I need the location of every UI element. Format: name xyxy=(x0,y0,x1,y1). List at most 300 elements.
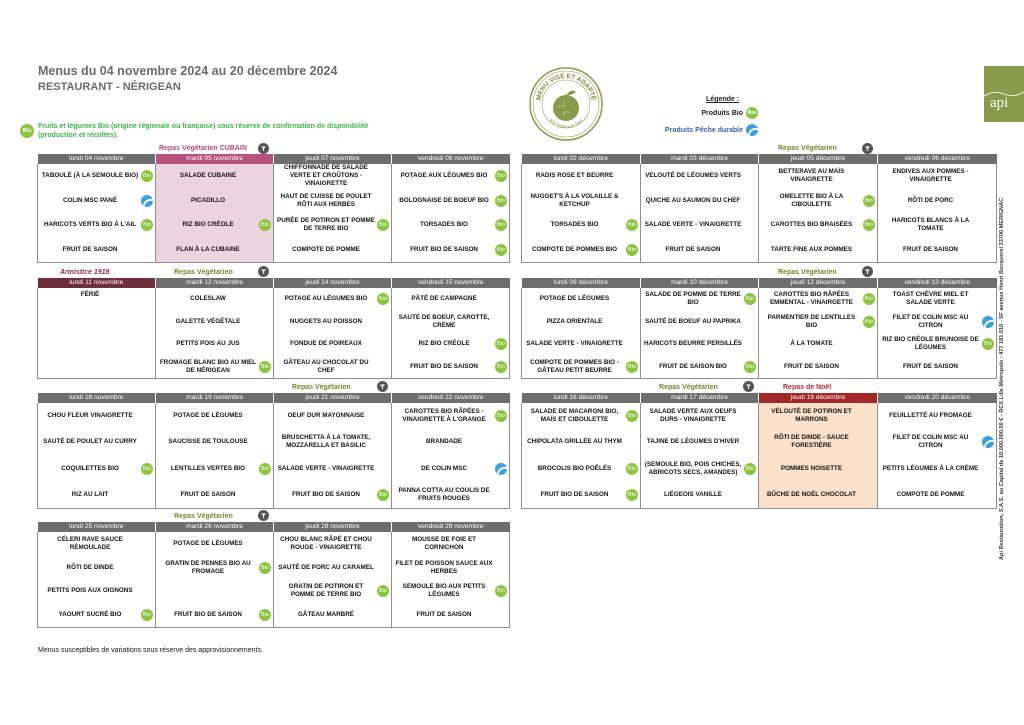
dish-cell xyxy=(156,311,273,334)
menu-cell xyxy=(274,333,392,356)
dish-name: DE COLIN MSC xyxy=(421,464,467,472)
bio-icon: Bio xyxy=(259,562,271,574)
dish-row xyxy=(522,356,997,379)
fish-sustainable-icon xyxy=(982,316,994,328)
dish-name: NUGGET'S À LA VOLAILLE & KETCHUP xyxy=(530,192,619,208)
bio-icon: Bio xyxy=(259,361,271,373)
dish-name: COMPOTE DE POMMES BIO xyxy=(531,245,617,253)
dish-name: GALETTE VÉGÉTALE xyxy=(175,317,241,325)
menu-cell xyxy=(156,164,274,189)
bio-icon: Bio xyxy=(495,219,507,231)
day-header: mardi 05 novembre xyxy=(156,154,274,164)
dish-name: FRUIT DE SAISON xyxy=(903,362,958,370)
menu-cell xyxy=(759,456,878,482)
dish-name: PETITS POIS AU JUS xyxy=(176,340,240,348)
menu-cell xyxy=(878,164,997,189)
dish-name: RADIS ROSE ET BEURRE xyxy=(535,172,614,180)
dish-cell xyxy=(156,429,273,455)
dish-cell xyxy=(522,403,640,429)
dish-name: ENDIVES AUX POMMES - VINAIGRETTE xyxy=(892,168,969,184)
menu-cell xyxy=(156,189,274,214)
dish-cell xyxy=(38,603,155,627)
menu-cell xyxy=(38,556,156,580)
dish-row xyxy=(38,403,510,429)
menu-cell xyxy=(392,213,510,238)
dish-cell xyxy=(392,403,509,429)
dish-name: HARICOTS BLANCS À LA TOMATE xyxy=(891,217,970,233)
day-header: mardi 03 décembre xyxy=(641,154,759,164)
dish-cell xyxy=(156,556,273,580)
day-header: jeudi 12 décembre xyxy=(759,278,878,288)
menu-cell xyxy=(641,238,759,263)
day-header: jeudi 28 novembre xyxy=(274,522,392,532)
menu-cell xyxy=(759,403,878,429)
dish-name: GÂTEAU AU CHOCOLAT DU CHEF xyxy=(283,358,369,374)
dish-name: SALADE CUBAINE xyxy=(179,172,237,180)
day-header: mardi 12 novembre xyxy=(156,278,274,288)
page-title: Menus du 04 novembre 2024 au 20 décembre 2024 xyxy=(38,64,338,78)
menu-cell xyxy=(641,403,759,429)
dish-cell xyxy=(274,164,391,189)
dish-cell xyxy=(38,288,155,299)
dish-name: RIZ BIO CRÉOLE xyxy=(418,340,470,348)
dish-row xyxy=(522,456,997,482)
dish-name: COMPOTE DE POMME xyxy=(896,490,965,498)
menu-cell xyxy=(156,311,274,334)
dish-cell xyxy=(878,403,996,429)
menu-cell xyxy=(759,213,878,238)
menu-cell xyxy=(274,603,392,627)
menu-cell xyxy=(641,482,759,509)
menu-table xyxy=(521,278,997,379)
dish-name: HARICOTS VERTS BIO À L'AIL xyxy=(43,221,137,229)
dish-cell xyxy=(274,456,391,482)
dish-row xyxy=(522,288,997,311)
dish-cell xyxy=(392,213,509,238)
dish-name: VELOUTÉ DE LÉGUMES VERTS xyxy=(645,172,741,180)
dish-row xyxy=(522,164,997,189)
menu-table xyxy=(521,393,997,509)
fish-sustainable-icon xyxy=(495,463,507,475)
dish-cell xyxy=(878,311,996,334)
menu-cell xyxy=(38,164,156,189)
day-header-row xyxy=(522,278,997,288)
menu-cell xyxy=(392,164,510,189)
menu-cell xyxy=(156,333,274,356)
dish-cell xyxy=(38,189,155,214)
dish-name: PANNA COTTA AU COULIS DE FRUITS ROUGES xyxy=(398,486,490,502)
menu-cell xyxy=(38,482,156,509)
bio-icon: Bio xyxy=(141,219,153,231)
dish-cell xyxy=(156,456,273,482)
api-logo xyxy=(984,66,1024,122)
menu-cell xyxy=(156,580,274,604)
menu-table xyxy=(37,393,510,509)
dish-name: FRUIT BIO DE SAISON xyxy=(174,611,242,619)
vegetarian-meal-label: Repas Végétarien xyxy=(778,145,837,152)
dish-cell xyxy=(274,333,391,356)
dish-name: RIZ BIO CRÉOLE xyxy=(182,221,234,229)
dish-cell xyxy=(759,429,877,455)
bio-icon: Bio xyxy=(863,195,875,207)
menu-cell xyxy=(156,532,274,556)
dish-name: FILET DE POISSON SAUCE AUX HERBES xyxy=(395,559,493,575)
bio-icon: Bio xyxy=(259,609,271,621)
menu-cell xyxy=(641,164,759,189)
dish-name: FEUILLETTÉ AU FROMAGE xyxy=(889,412,972,420)
dish-name: PARMENTIER DE LENTILLES BIO xyxy=(767,313,856,329)
dish-cell xyxy=(878,213,996,238)
menu-cell xyxy=(392,603,510,627)
menu-cell xyxy=(392,189,510,214)
bio-icon: Bio xyxy=(626,463,638,475)
day-header: jeudi 14 novembre xyxy=(274,278,392,288)
dish-name: BRUSCHETTA À LA TOMATE, MOZZARELLA ET BASILIC xyxy=(281,434,371,450)
dish-name: SALADE VERTE AUX OEUFS DURS - VINAIGRETTE xyxy=(649,408,737,424)
menu-cell xyxy=(641,189,759,214)
dish-name: HAUT DE CUISSE DE POULET RÔTI AUX HERBES xyxy=(280,192,372,208)
dish-name: POTAGE AU LÉGUMES BIO xyxy=(284,295,368,303)
menu-cell xyxy=(392,356,510,379)
dish-name: SAUTÉ DE POULET AU CURRY xyxy=(43,438,137,446)
menu-cell xyxy=(392,580,510,604)
menu-cell xyxy=(156,429,274,455)
dish-cell xyxy=(38,456,155,482)
menu-cell xyxy=(522,482,641,509)
day-header: lundi 11 novembre xyxy=(38,278,156,288)
menu-cell xyxy=(38,403,156,429)
dish-name: FROMAGE BLANC BIO AU MIEL DE NÉRIGEAN xyxy=(159,358,257,374)
dish-cell xyxy=(641,456,758,482)
day-header: vendredi 20 décembre xyxy=(878,393,997,403)
menu-cell xyxy=(641,456,759,482)
menu-cell xyxy=(878,403,997,429)
dish-cell xyxy=(641,403,758,429)
dish-name: YAOURT SUCRÉ BIO xyxy=(58,611,122,619)
menu-cell xyxy=(392,482,510,509)
dish-name: TOAST CHÈVRE MIEL ET SALADE VERTE xyxy=(892,291,969,307)
dish-cell xyxy=(522,238,640,263)
dish-name: FRUIT DE SAISON xyxy=(903,245,958,253)
dish-row xyxy=(38,213,510,238)
dish-cell xyxy=(274,580,391,604)
dish-cell xyxy=(392,580,509,604)
dish-name: PICADILLO xyxy=(191,196,225,204)
dish-cell xyxy=(274,532,391,556)
dish-cell xyxy=(156,189,273,214)
menu-table xyxy=(37,154,510,263)
dish-name: POTAGE AUX LÉGUMES BIO xyxy=(400,172,488,180)
menu-cell xyxy=(641,429,759,455)
menu-cell xyxy=(392,532,510,556)
dish-cell xyxy=(274,556,391,580)
dish-name: COMPOTE DE POMME xyxy=(292,245,360,253)
dish-cell xyxy=(156,238,273,263)
dish-cell xyxy=(392,456,509,482)
dish-name: CHOU FLEUR VINAIGRETTE xyxy=(47,412,133,420)
day-header: vendredi 22 novembre xyxy=(392,393,510,403)
dish-name: POTAGE DE LÉGUMES xyxy=(539,295,610,303)
dish-cell xyxy=(759,213,877,238)
menu-cell xyxy=(641,288,759,311)
menu-cell xyxy=(522,189,641,214)
dish-name: VÉLOUTÉ DE POTIRON ET MARRONS xyxy=(771,408,852,424)
dish-cell xyxy=(156,580,273,604)
dish-name: FILET DE COLIN MSC AU CITRON xyxy=(892,313,969,329)
dish-name: TORSADES BIO xyxy=(420,221,468,229)
dish-cell xyxy=(392,238,509,263)
dish-cell xyxy=(156,603,273,627)
menu-cell xyxy=(274,482,392,509)
bio-icon: Bio xyxy=(495,361,507,373)
bio-icon: Bio xyxy=(259,463,271,475)
legend-bio xyxy=(701,107,758,119)
day-header-row xyxy=(38,154,510,164)
legend-peche-label: Produits Pêche durable xyxy=(664,126,743,134)
bio-icon: Bio xyxy=(626,244,638,256)
dish-name: SAUTÉ DE BOEUF AU PAPRIKA xyxy=(645,317,741,325)
bio-icon: Bio xyxy=(377,585,389,597)
dish-name: QUICHE AU SAUMON DU CHEF xyxy=(645,196,741,204)
menu-cell xyxy=(38,213,156,238)
dish-cell xyxy=(641,164,758,189)
dish-cell xyxy=(38,556,155,580)
menu-table xyxy=(37,522,510,628)
menu-cell xyxy=(38,580,156,604)
bio-icon: Bio xyxy=(982,338,994,350)
dish-cell xyxy=(878,288,996,311)
legend-bio-label: Produits Bio xyxy=(701,109,743,117)
menu-cell xyxy=(641,356,759,379)
dish-name: SALADE DE POMME DE TERRE BIO xyxy=(645,291,741,307)
menu-cell xyxy=(38,532,156,556)
dish-name: FONDUE DE POIREAUX xyxy=(290,340,362,348)
menu-cell xyxy=(392,311,510,334)
dish-cell xyxy=(274,311,391,334)
bio-icon: Bio xyxy=(746,107,758,119)
dish-name: SAUCISSE DE TOULOUSE xyxy=(168,438,248,446)
bio-note-text: Fruits et légumes Bio (origine régionale ou française) sous réserve de confirmation de disponibilité (production et récoltes). xyxy=(38,123,369,139)
dish-name: RIZ BIO CRÉOLE BRUNOISE DE LÉGUMES xyxy=(882,336,979,352)
dish-name: SALADE DE MACARONI BIO, MAÏS ET CIBOULETTE xyxy=(530,408,619,424)
fish-sustainable-icon xyxy=(982,436,994,448)
day-header: lundi 09 décembre xyxy=(522,278,641,288)
day-header: lundi 02 décembre xyxy=(522,154,641,164)
day-header: vendredi 15 novembre xyxy=(392,278,510,288)
dish-name: OMELETTE BIO À LA CIBOULETTE xyxy=(779,192,844,208)
dish-cell xyxy=(274,603,391,627)
bio-icon: Bio xyxy=(495,170,507,182)
menu-table xyxy=(521,154,997,263)
menu-cell xyxy=(522,333,641,356)
day-header: vendredi 06 décembre xyxy=(878,154,997,164)
dish-row xyxy=(38,164,510,189)
menu-cell xyxy=(156,482,274,509)
vegetarian-meal-label: Repas Végétarien xyxy=(659,384,718,391)
seal-text-top: MENU VISÉ ET ADAPTÉ xyxy=(535,72,597,102)
menu-cell xyxy=(878,288,997,311)
dish-cell xyxy=(156,164,273,189)
menu-cell xyxy=(641,311,759,334)
bio-icon: Bio xyxy=(20,124,34,138)
dish-name: À LA TOMATE xyxy=(790,340,833,348)
menu-cell xyxy=(156,556,274,580)
dish-cell xyxy=(392,333,509,356)
dish-cell xyxy=(274,213,391,238)
menu-cell xyxy=(759,356,878,379)
bio-icon: Bio xyxy=(495,244,507,256)
dish-cell xyxy=(392,288,509,311)
dish-cell xyxy=(878,456,996,482)
bio-icon: Bio xyxy=(495,338,507,350)
dish-cell xyxy=(759,333,877,356)
dish-cell xyxy=(156,482,273,508)
dish-name: LIÉGEOIS VANILLE xyxy=(664,490,722,498)
menu-cell xyxy=(274,403,392,429)
dish-cell xyxy=(522,288,640,311)
dish-row xyxy=(38,429,510,455)
vegetarian-icon xyxy=(862,143,873,154)
bio-icon: Bio xyxy=(495,585,507,597)
dish-cell xyxy=(878,356,996,379)
dish-name: NUGGETS AU POISSON xyxy=(289,317,363,325)
bio-icon: Bio xyxy=(744,361,756,373)
dish-cell xyxy=(38,213,155,238)
vegetarian-icon xyxy=(862,266,873,277)
dish-name: TABOULÉ (À LA SEMOULE BIO) xyxy=(41,172,139,180)
dish-name: BÛCHE DE NOËL CHOCOLAT xyxy=(767,490,856,498)
menu-cell xyxy=(156,603,274,627)
day-header: jeudi 19 décembre xyxy=(759,393,878,403)
dish-cell xyxy=(38,580,155,604)
menu-cell xyxy=(274,238,392,263)
dish-cell xyxy=(274,403,391,429)
day-header-row xyxy=(38,522,510,532)
menu-cell xyxy=(759,311,878,334)
bio-icon: Bio xyxy=(744,463,756,475)
menu-cell xyxy=(38,288,156,379)
dish-cell xyxy=(392,603,509,627)
vegetarian-meal-label: Repas Végétarien xyxy=(292,384,351,391)
legend-peche xyxy=(665,124,758,136)
menu-cell xyxy=(392,429,510,455)
day-header-row xyxy=(522,393,997,403)
dish-name: CÉLERI RAVE SAUCE RÉMOULADE xyxy=(57,535,123,551)
menu-cell xyxy=(522,164,641,189)
dish-name: POTAGE DE LÉGUMES xyxy=(173,412,243,420)
menu-cell xyxy=(878,429,997,455)
dish-cell xyxy=(759,288,877,311)
dish-name: FLAN À LA CUBAINE xyxy=(176,245,240,253)
bio-note xyxy=(20,122,380,140)
dish-name: BROCOLIS BIO POÊLÉS xyxy=(537,464,612,472)
dish-cell xyxy=(392,356,509,379)
vegetarian-meal-label: Repas Végétarien CUBAIN xyxy=(159,145,247,152)
dish-cell xyxy=(38,238,155,263)
bio-icon: Bio xyxy=(377,489,389,501)
day-header: jeudi 07 novembre xyxy=(274,154,392,164)
bio-icon: Bio xyxy=(744,293,756,305)
legend-title: Légende : xyxy=(706,96,740,103)
holiday-label: Armistice 1918 xyxy=(60,269,110,276)
dish-row xyxy=(38,603,510,627)
dish-name: COLESLAW xyxy=(190,295,226,303)
menu-cell xyxy=(392,333,510,356)
bio-icon: Bio xyxy=(626,361,638,373)
day-header-row xyxy=(522,154,997,164)
dish-cell xyxy=(878,482,996,508)
dish-name: GÂTEAU MARBRÉ xyxy=(298,611,354,619)
vegetarian-icon xyxy=(377,381,388,392)
bio-icon: Bio xyxy=(863,219,875,231)
restaurant-name: RESTAURANT - NÉRIGEAN xyxy=(38,81,181,93)
dish-cell xyxy=(156,288,273,311)
bio-icon: Bio xyxy=(626,410,638,422)
dish-cell xyxy=(522,164,640,189)
dish-cell xyxy=(156,403,273,429)
menu-cell xyxy=(522,213,641,238)
menu-cell xyxy=(759,333,878,356)
dish-cell xyxy=(392,311,509,334)
bio-icon: Bio xyxy=(377,219,389,231)
dish-row xyxy=(522,189,997,214)
menu-cell xyxy=(156,238,274,263)
menu-cell xyxy=(522,288,641,311)
dish-name: SALADE VERTE - VINAIGRETTE xyxy=(526,340,623,348)
menu-cell xyxy=(878,333,997,356)
dish-name: POMMES NOISETTE xyxy=(780,464,843,472)
menu-cell xyxy=(522,356,641,379)
dish-name: COQUILETTES BIO xyxy=(61,464,119,472)
menu-cell xyxy=(38,429,156,455)
dish-cell xyxy=(522,189,640,214)
dish-row xyxy=(38,556,510,580)
footer-note: Menus susceptibles de variations sous réserve des approvisionnements. xyxy=(38,647,263,654)
dish-name: FRUIT BIO DE SAISON xyxy=(292,490,360,498)
menu-cell xyxy=(274,532,392,556)
dish-row xyxy=(38,189,510,214)
menu-cell xyxy=(38,189,156,214)
dish-row xyxy=(38,238,510,263)
dish-cell xyxy=(641,213,758,238)
menu-cell xyxy=(392,403,510,429)
menu-cell xyxy=(156,213,274,238)
dish-row xyxy=(522,482,997,509)
dish-name: RÔTI DE DINDE xyxy=(66,563,114,571)
dish-cell xyxy=(522,213,640,238)
dish-row xyxy=(522,403,997,429)
dish-name: FRUIT DE SAISON xyxy=(62,245,118,253)
menu-cell xyxy=(274,429,392,455)
menu-vise-seal-logo xyxy=(528,66,604,142)
dish-name: COMPOTE DE POMMES BIO - GÂTEAU PETIT BEURRE xyxy=(530,358,619,374)
dish-name: CHOU BLANC RÂPÉ ET CHOU ROUGE - VINAIGRETTE xyxy=(280,535,372,551)
dish-row xyxy=(522,333,997,356)
menu-cell xyxy=(522,403,641,429)
day-header-row xyxy=(38,393,510,403)
dish-name: TORSADES BIO xyxy=(550,221,599,229)
dish-cell xyxy=(641,356,758,379)
company-legal-info: Api Restauration, S.A.S. au Capital de 10.000.000,00 € - RCS Lille Métropole : 477 181 010 - 5F avenue Henri Becquerel 33700 MERIGNAC xyxy=(999,197,1005,560)
day-header: lundi 25 novembre xyxy=(38,522,156,532)
day-header-row xyxy=(38,278,510,288)
dish-name: SAUTÉ DE PORC AU CARAMEL xyxy=(278,563,374,571)
dish-cell xyxy=(156,213,273,238)
dish-name: FRUIT DE SAISON xyxy=(416,611,472,619)
dish-name: FRUIT DE SAISON BIO xyxy=(659,362,727,370)
dish-cell xyxy=(641,333,758,356)
day-header: vendredi 08 novembre xyxy=(392,154,510,164)
